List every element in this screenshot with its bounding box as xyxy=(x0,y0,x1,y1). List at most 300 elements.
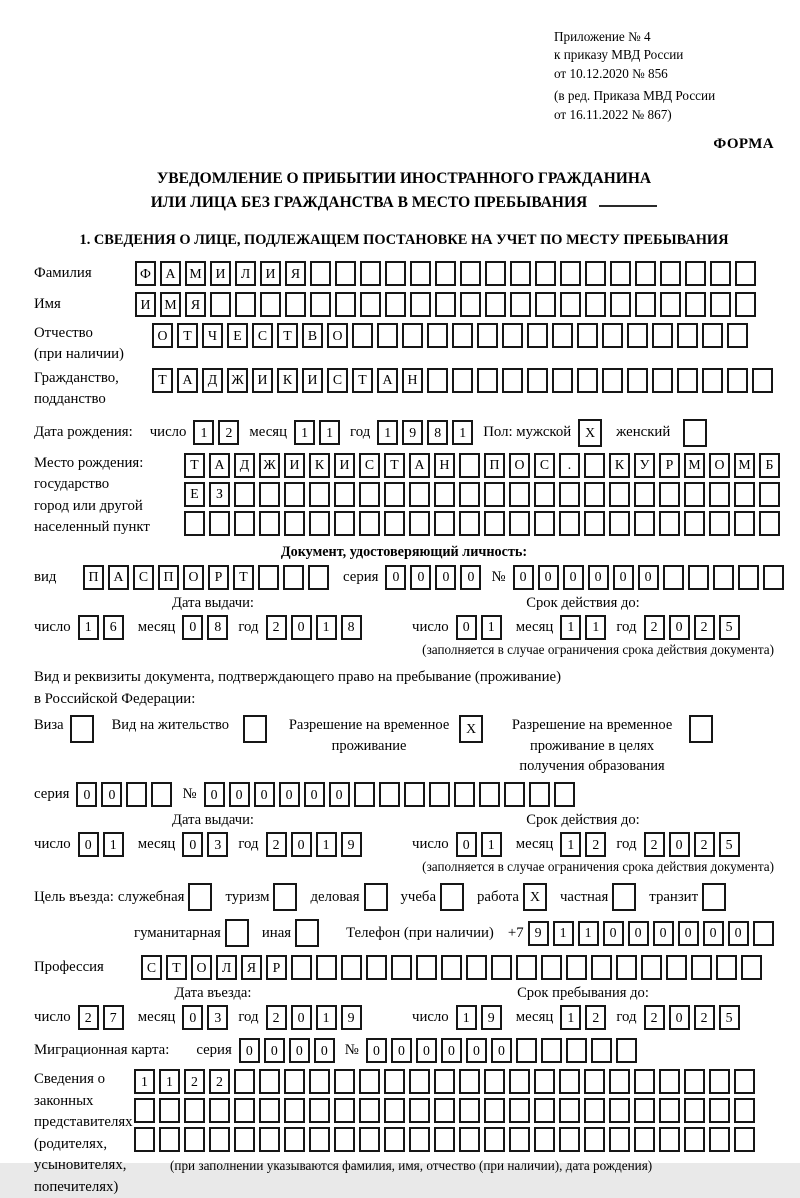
doc-number-cell[interactable]: 0 xyxy=(563,565,584,590)
res-issue-year-cell[interactable]: 2 xyxy=(266,832,287,857)
name-cell[interactable] xyxy=(610,292,631,317)
profession-cell[interactable] xyxy=(716,955,737,980)
phone-digit-cell[interactable]: 0 xyxy=(678,921,699,946)
surname-cell[interactable]: Л xyxy=(235,261,256,286)
birth-place-cell[interactable]: П xyxy=(484,453,505,478)
birth-place-cell[interactable] xyxy=(409,511,430,536)
birth-place-cell[interactable] xyxy=(734,511,755,536)
name-cell[interactable] xyxy=(310,292,331,317)
migration-seria-cell[interactable]: 0 xyxy=(264,1038,285,1063)
name-cell[interactable] xyxy=(410,292,431,317)
name-cell[interactable] xyxy=(360,292,381,317)
patronymic-cell[interactable] xyxy=(727,323,748,348)
legal-reps-cell[interactable] xyxy=(284,1098,305,1123)
purpose-other-box[interactable] xyxy=(295,919,319,947)
id-issue-year-cell[interactable]: 2 xyxy=(266,615,287,640)
profession-cell[interactable]: Р xyxy=(266,955,287,980)
citizenship-cell[interactable] xyxy=(702,368,723,393)
birth-place-cell[interactable]: О xyxy=(709,453,730,478)
birth-place-cell[interactable] xyxy=(259,482,280,507)
id-issue-year-cell[interactable]: 0 xyxy=(291,615,312,640)
legal-reps-cell[interactable] xyxy=(409,1098,430,1123)
purpose-tourism-box[interactable] xyxy=(273,883,297,911)
legal-reps-cell[interactable] xyxy=(484,1069,505,1094)
patronymic-cell[interactable] xyxy=(702,323,723,348)
phone-digit-cell[interactable]: 1 xyxy=(553,921,574,946)
legal-reps-cell[interactable] xyxy=(484,1098,505,1123)
doc-kind-cell[interactable]: О xyxy=(183,565,204,590)
patronymic-cell[interactable] xyxy=(677,323,698,348)
profession-cell[interactable] xyxy=(541,955,562,980)
residence-number-cell[interactable]: 0 xyxy=(254,782,275,807)
name-cell[interactable] xyxy=(235,292,256,317)
residence-number-cell[interactable] xyxy=(504,782,525,807)
doc-seria-cell[interactable]: 0 xyxy=(435,565,456,590)
res-valid-year-cell[interactable]: 0 xyxy=(669,832,690,857)
birth-place-cell[interactable] xyxy=(659,482,680,507)
surname-cell[interactable]: И xyxy=(210,261,231,286)
phone-digit-cell[interactable]: 0 xyxy=(703,921,724,946)
birth-place-cell[interactable] xyxy=(584,453,605,478)
legal-reps-cell[interactable] xyxy=(684,1127,705,1152)
residence-number-cell[interactable]: 0 xyxy=(279,782,300,807)
surname-cell[interactable] xyxy=(435,261,456,286)
stay-day-cell[interactable]: 9 xyxy=(481,1005,502,1030)
profession-cell[interactable] xyxy=(291,955,312,980)
legal-reps-cell[interactable] xyxy=(184,1127,205,1152)
entry-year-cell[interactable]: 1 xyxy=(316,1005,337,1030)
res-valid-month-cell[interactable]: 2 xyxy=(585,832,606,857)
name-cell[interactable] xyxy=(510,292,531,317)
residence-number-cell[interactable] xyxy=(404,782,425,807)
purpose-humanitarian-box[interactable] xyxy=(225,919,249,947)
citizenship-cell[interactable] xyxy=(627,368,648,393)
residence-number-cell[interactable]: 0 xyxy=(304,782,325,807)
birth-place-cell[interactable]: А xyxy=(209,453,230,478)
birth-place-cell[interactable]: К xyxy=(309,453,330,478)
birth-place-cell[interactable] xyxy=(234,511,255,536)
doc-number-cell[interactable] xyxy=(688,565,709,590)
doc-number-cell[interactable]: 0 xyxy=(638,565,659,590)
birth-place-cell[interactable] xyxy=(259,511,280,536)
legal-reps-cell[interactable] xyxy=(384,1098,405,1123)
migration-number-cell[interactable]: 0 xyxy=(491,1038,512,1063)
birth-place-cell[interactable] xyxy=(434,511,455,536)
birth-place-cell[interactable]: С xyxy=(534,453,555,478)
legal-reps-cell[interactable] xyxy=(609,1127,630,1152)
surname-cell[interactable] xyxy=(310,261,331,286)
res-valid-month-cell[interactable]: 1 xyxy=(560,832,581,857)
birth-place-cell[interactable] xyxy=(384,482,405,507)
legal-reps-cell[interactable] xyxy=(234,1127,255,1152)
profession-cell[interactable]: С xyxy=(141,955,162,980)
doc-kind-cell[interactable] xyxy=(283,565,304,590)
migration-number-cell[interactable] xyxy=(541,1038,562,1063)
surname-cell[interactable] xyxy=(510,261,531,286)
doc-kind-cell[interactable]: Р xyxy=(208,565,229,590)
legal-reps-cell[interactable] xyxy=(609,1069,630,1094)
legal-reps-cell[interactable] xyxy=(284,1127,305,1152)
entry-day-cell[interactable]: 2 xyxy=(78,1005,99,1030)
birth-place-cell[interactable] xyxy=(734,482,755,507)
id-valid-day-cell[interactable]: 0 xyxy=(456,615,477,640)
birth-place-cell[interactable]: . xyxy=(559,453,580,478)
patronymic-cell[interactable]: О xyxy=(327,323,348,348)
entry-day-cell[interactable]: 7 xyxy=(103,1005,124,1030)
citizenship-cell[interactable] xyxy=(552,368,573,393)
birth-place-cell[interactable] xyxy=(409,482,430,507)
profession-cell[interactable] xyxy=(366,955,387,980)
res-valid-day-cell[interactable]: 1 xyxy=(481,832,502,857)
birth-day-cell[interactable]: 1 xyxy=(193,420,214,445)
legal-reps-cell[interactable] xyxy=(209,1098,230,1123)
purpose-official-box[interactable] xyxy=(188,883,212,911)
migration-seria-cell[interactable]: 0 xyxy=(314,1038,335,1063)
birth-place-cell[interactable]: К xyxy=(609,453,630,478)
doc-kind-cell[interactable]: П xyxy=(158,565,179,590)
birth-place-cell[interactable]: М xyxy=(734,453,755,478)
surname-cell[interactable] xyxy=(560,261,581,286)
profession-cell[interactable] xyxy=(466,955,487,980)
stay-year-cell[interactable]: 2 xyxy=(644,1005,665,1030)
phone-digit-cell[interactable]: 9 xyxy=(528,921,549,946)
migration-number-cell[interactable]: 0 xyxy=(466,1038,487,1063)
patronymic-cell[interactable] xyxy=(527,323,548,348)
migration-number-cell[interactable] xyxy=(591,1038,612,1063)
birth-place-cell[interactable] xyxy=(609,482,630,507)
name-cell[interactable] xyxy=(735,292,756,317)
birth-place-cell[interactable] xyxy=(509,511,530,536)
res-issue-year-cell[interactable]: 0 xyxy=(291,832,312,857)
patronymic-cell[interactable]: Т xyxy=(277,323,298,348)
surname-cell[interactable] xyxy=(335,261,356,286)
residence-number-cell[interactable] xyxy=(379,782,400,807)
birth-place-cell[interactable] xyxy=(209,511,230,536)
birth-place-cell[interactable] xyxy=(584,511,605,536)
migration-number-cell[interactable]: 0 xyxy=(416,1038,437,1063)
birth-place-cell[interactable] xyxy=(234,482,255,507)
legal-reps-cell[interactable] xyxy=(634,1098,655,1123)
name-cell[interactable]: Я xyxy=(185,292,206,317)
birth-place-cell[interactable] xyxy=(559,482,580,507)
birth-place-cell[interactable] xyxy=(584,482,605,507)
doc-number-cell[interactable] xyxy=(763,565,784,590)
citizenship-cell[interactable] xyxy=(677,368,698,393)
residence-number-cell[interactable] xyxy=(354,782,375,807)
legal-reps-cell[interactable] xyxy=(234,1098,255,1123)
citizenship-cell[interactable]: К xyxy=(277,368,298,393)
residence-number-cell[interactable]: 0 xyxy=(329,782,350,807)
birth-place-cell[interactable]: Ж xyxy=(259,453,280,478)
birth-place-cell[interactable]: Р xyxy=(659,453,680,478)
birth-place-cell[interactable] xyxy=(659,511,680,536)
legal-reps-cell[interactable] xyxy=(409,1127,430,1152)
residence-seria-cell[interactable]: 0 xyxy=(76,782,97,807)
birth-place-cell[interactable] xyxy=(709,482,730,507)
legal-reps-cell[interactable] xyxy=(309,1069,330,1094)
legal-reps-cell[interactable] xyxy=(459,1127,480,1152)
migration-number-cell[interactable] xyxy=(566,1038,587,1063)
birth-year-cell[interactable]: 9 xyxy=(402,420,423,445)
phone-digit-cell[interactable]: 0 xyxy=(728,921,749,946)
profession-cell[interactable] xyxy=(341,955,362,980)
id-issue-day-cell[interactable]: 1 xyxy=(78,615,99,640)
doc-number-cell[interactable] xyxy=(713,565,734,590)
legal-reps-cell[interactable] xyxy=(159,1127,180,1152)
residence-permit-box[interactable] xyxy=(243,715,267,743)
birth-place-cell[interactable] xyxy=(709,511,730,536)
res-valid-day-cell[interactable]: 0 xyxy=(456,832,477,857)
surname-cell[interactable]: Я xyxy=(285,261,306,286)
legal-reps-cell[interactable] xyxy=(459,1069,480,1094)
visa-box[interactable] xyxy=(70,715,94,743)
legal-reps-cell[interactable] xyxy=(459,1098,480,1123)
birth-place-cell[interactable] xyxy=(359,511,380,536)
legal-reps-cell[interactable] xyxy=(734,1069,755,1094)
phone-digit-cell[interactable]: 1 xyxy=(578,921,599,946)
temp-residence-edu-box[interactable] xyxy=(689,715,713,743)
legal-reps-cell[interactable] xyxy=(634,1069,655,1094)
migration-number-cell[interactable]: 0 xyxy=(391,1038,412,1063)
doc-kind-cell[interactable]: Т xyxy=(233,565,254,590)
birth-place-cell[interactable] xyxy=(309,482,330,507)
citizenship-cell[interactable] xyxy=(477,368,498,393)
doc-number-cell[interactable]: 0 xyxy=(513,565,534,590)
name-cell[interactable] xyxy=(635,292,656,317)
name-cell[interactable] xyxy=(460,292,481,317)
citizenship-cell[interactable] xyxy=(727,368,748,393)
phone-digit-cell[interactable]: 0 xyxy=(603,921,624,946)
profession-cell[interactable]: Л xyxy=(216,955,237,980)
citizenship-cell[interactable] xyxy=(452,368,473,393)
legal-reps-cell[interactable] xyxy=(184,1098,205,1123)
patronymic-cell[interactable] xyxy=(652,323,673,348)
patronymic-cell[interactable] xyxy=(577,323,598,348)
patronymic-cell[interactable]: Т xyxy=(177,323,198,348)
profession-cell[interactable] xyxy=(591,955,612,980)
birth-place-cell[interactable]: У xyxy=(634,453,655,478)
citizenship-cell[interactable]: Н xyxy=(402,368,423,393)
doc-kind-cell[interactable]: С xyxy=(133,565,154,590)
birth-place-cell[interactable] xyxy=(459,511,480,536)
migration-number-cell[interactable] xyxy=(516,1038,537,1063)
birth-year-cell[interactable]: 8 xyxy=(427,420,448,445)
legal-reps-cell[interactable] xyxy=(334,1098,355,1123)
phone-digit-cell[interactable] xyxy=(753,921,774,946)
birth-place-cell[interactable] xyxy=(684,511,705,536)
surname-cell[interactable]: Ф xyxy=(135,261,156,286)
legal-reps-cell[interactable]: 1 xyxy=(159,1069,180,1094)
legal-reps-cell[interactable] xyxy=(234,1069,255,1094)
legal-reps-cell[interactable] xyxy=(659,1069,680,1094)
birth-place-cell[interactable]: З xyxy=(209,482,230,507)
id-valid-year-cell[interactable]: 2 xyxy=(644,615,665,640)
res-valid-year-cell[interactable]: 2 xyxy=(644,832,665,857)
legal-reps-cell[interactable] xyxy=(209,1127,230,1152)
birth-place-cell[interactable] xyxy=(684,482,705,507)
legal-reps-cell[interactable] xyxy=(659,1127,680,1152)
entry-month-cell[interactable]: 0 xyxy=(182,1005,203,1030)
legal-reps-cell[interactable] xyxy=(134,1098,155,1123)
citizenship-cell[interactable]: Ж xyxy=(227,368,248,393)
name-cell[interactable] xyxy=(485,292,506,317)
phone-digit-cell[interactable]: 0 xyxy=(628,921,649,946)
surname-cell[interactable] xyxy=(735,261,756,286)
legal-reps-cell[interactable]: 2 xyxy=(209,1069,230,1094)
patronymic-cell[interactable] xyxy=(502,323,523,348)
legal-reps-cell[interactable] xyxy=(259,1127,280,1152)
birth-place-cell[interactable] xyxy=(384,511,405,536)
birth-place-cell[interactable] xyxy=(634,511,655,536)
profession-cell[interactable] xyxy=(416,955,437,980)
birth-month-cell[interactable]: 1 xyxy=(294,420,315,445)
id-valid-month-cell[interactable]: 1 xyxy=(560,615,581,640)
birth-place-cell[interactable] xyxy=(759,511,780,536)
patronymic-cell[interactable] xyxy=(452,323,473,348)
citizenship-cell[interactable]: С xyxy=(327,368,348,393)
name-cell[interactable] xyxy=(660,292,681,317)
profession-cell[interactable] xyxy=(666,955,687,980)
legal-reps-cell[interactable] xyxy=(534,1127,555,1152)
patronymic-cell[interactable] xyxy=(602,323,623,348)
legal-reps-cell[interactable] xyxy=(259,1069,280,1094)
citizenship-cell[interactable]: Т xyxy=(352,368,373,393)
birth-place-cell[interactable]: Н xyxy=(434,453,455,478)
birth-place-cell[interactable] xyxy=(184,511,205,536)
birth-place-cell[interactable] xyxy=(334,482,355,507)
doc-number-cell[interactable] xyxy=(663,565,684,590)
birth-place-cell[interactable] xyxy=(509,482,530,507)
surname-cell[interactable]: А xyxy=(160,261,181,286)
birth-place-cell[interactable] xyxy=(284,511,305,536)
profession-cell[interactable]: О xyxy=(191,955,212,980)
legal-reps-cell[interactable] xyxy=(409,1069,430,1094)
doc-number-cell[interactable]: 0 xyxy=(613,565,634,590)
surname-cell[interactable] xyxy=(360,261,381,286)
birth-year-cell[interactable]: 1 xyxy=(377,420,398,445)
purpose-transit-box[interactable] xyxy=(702,883,726,911)
legal-reps-cell[interactable] xyxy=(509,1069,530,1094)
birth-place-cell[interactable] xyxy=(459,482,480,507)
birth-year-cell[interactable]: 1 xyxy=(452,420,473,445)
purpose-business-box[interactable] xyxy=(364,883,388,911)
profession-cell[interactable] xyxy=(566,955,587,980)
legal-reps-cell[interactable] xyxy=(609,1098,630,1123)
profession-cell[interactable] xyxy=(616,955,637,980)
residence-seria-cell[interactable] xyxy=(126,782,147,807)
birth-place-cell[interactable] xyxy=(284,482,305,507)
name-cell[interactable] xyxy=(685,292,706,317)
legal-reps-cell[interactable] xyxy=(534,1098,555,1123)
residence-number-cell[interactable]: 0 xyxy=(229,782,250,807)
doc-kind-cell[interactable] xyxy=(258,565,279,590)
legal-reps-cell[interactable] xyxy=(734,1127,755,1152)
name-cell[interactable] xyxy=(710,292,731,317)
citizenship-cell[interactable] xyxy=(502,368,523,393)
residence-number-cell[interactable] xyxy=(454,782,475,807)
birth-place-cell[interactable]: И xyxy=(334,453,355,478)
res-issue-year-cell[interactable]: 9 xyxy=(341,832,362,857)
birth-place-cell[interactable]: Б xyxy=(759,453,780,478)
birth-place-cell[interactable] xyxy=(484,511,505,536)
citizenship-cell[interactable]: И xyxy=(302,368,323,393)
name-cell[interactable] xyxy=(385,292,406,317)
id-issue-year-cell[interactable]: 1 xyxy=(316,615,337,640)
id-issue-year-cell[interactable]: 8 xyxy=(341,615,362,640)
legal-reps-cell[interactable] xyxy=(309,1127,330,1152)
name-cell[interactable] xyxy=(210,292,231,317)
migration-seria-cell[interactable]: 0 xyxy=(239,1038,260,1063)
citizenship-cell[interactable] xyxy=(602,368,623,393)
citizenship-cell[interactable] xyxy=(577,368,598,393)
migration-number-cell[interactable]: 0 xyxy=(441,1038,462,1063)
birth-place-cell[interactable]: С xyxy=(359,453,380,478)
gender-female-box[interactable] xyxy=(683,419,707,447)
legal-reps-cell[interactable] xyxy=(134,1127,155,1152)
birth-place-cell[interactable]: М xyxy=(684,453,705,478)
residence-number-cell[interactable] xyxy=(554,782,575,807)
birth-place-cell[interactable]: И xyxy=(284,453,305,478)
purpose-study-box[interactable] xyxy=(440,883,464,911)
residence-number-cell[interactable] xyxy=(429,782,450,807)
stay-day-cell[interactable]: 1 xyxy=(456,1005,477,1030)
birth-place-cell[interactable]: Е xyxy=(184,482,205,507)
gender-male-box[interactable]: X xyxy=(578,419,602,447)
surname-cell[interactable] xyxy=(535,261,556,286)
id-valid-day-cell[interactable]: 1 xyxy=(481,615,502,640)
surname-cell[interactable] xyxy=(485,261,506,286)
name-cell[interactable] xyxy=(435,292,456,317)
name-cell[interactable] xyxy=(260,292,281,317)
legal-reps-cell[interactable] xyxy=(684,1098,705,1123)
stay-month-cell[interactable]: 2 xyxy=(585,1005,606,1030)
stay-year-cell[interactable]: 2 xyxy=(694,1005,715,1030)
surname-cell[interactable] xyxy=(635,261,656,286)
patronymic-cell[interactable]: В xyxy=(302,323,323,348)
birth-place-cell[interactable]: О xyxy=(509,453,530,478)
migration-seria-cell[interactable]: 0 xyxy=(289,1038,310,1063)
surname-cell[interactable] xyxy=(585,261,606,286)
migration-number-cell[interactable] xyxy=(616,1038,637,1063)
name-cell[interactable]: М xyxy=(160,292,181,317)
residence-seria-cell[interactable]: 0 xyxy=(101,782,122,807)
profession-cell[interactable] xyxy=(641,955,662,980)
birth-place-cell[interactable] xyxy=(434,482,455,507)
citizenship-cell[interactable]: Д xyxy=(202,368,223,393)
legal-reps-cell[interactable] xyxy=(509,1127,530,1152)
residence-number-cell[interactable] xyxy=(479,782,500,807)
surname-cell[interactable]: И xyxy=(260,261,281,286)
patronymic-cell[interactable] xyxy=(427,323,448,348)
birth-place-cell[interactable]: Т xyxy=(384,453,405,478)
legal-reps-cell[interactable] xyxy=(659,1098,680,1123)
birth-place-cell[interactable] xyxy=(484,482,505,507)
entry-year-cell[interactable]: 9 xyxy=(341,1005,362,1030)
birth-place-cell[interactable] xyxy=(759,482,780,507)
res-valid-year-cell[interactable]: 2 xyxy=(694,832,715,857)
legal-reps-cell[interactable] xyxy=(359,1069,380,1094)
legal-reps-cell[interactable] xyxy=(334,1127,355,1152)
profession-cell[interactable]: Т xyxy=(166,955,187,980)
res-valid-year-cell[interactable]: 5 xyxy=(719,832,740,857)
surname-cell[interactable] xyxy=(660,261,681,286)
birth-place-cell[interactable] xyxy=(559,511,580,536)
entry-month-cell[interactable]: 3 xyxy=(207,1005,228,1030)
legal-reps-cell[interactable] xyxy=(159,1098,180,1123)
citizenship-cell[interactable]: И xyxy=(252,368,273,393)
legal-reps-cell[interactable] xyxy=(709,1098,730,1123)
legal-reps-cell[interactable] xyxy=(534,1069,555,1094)
